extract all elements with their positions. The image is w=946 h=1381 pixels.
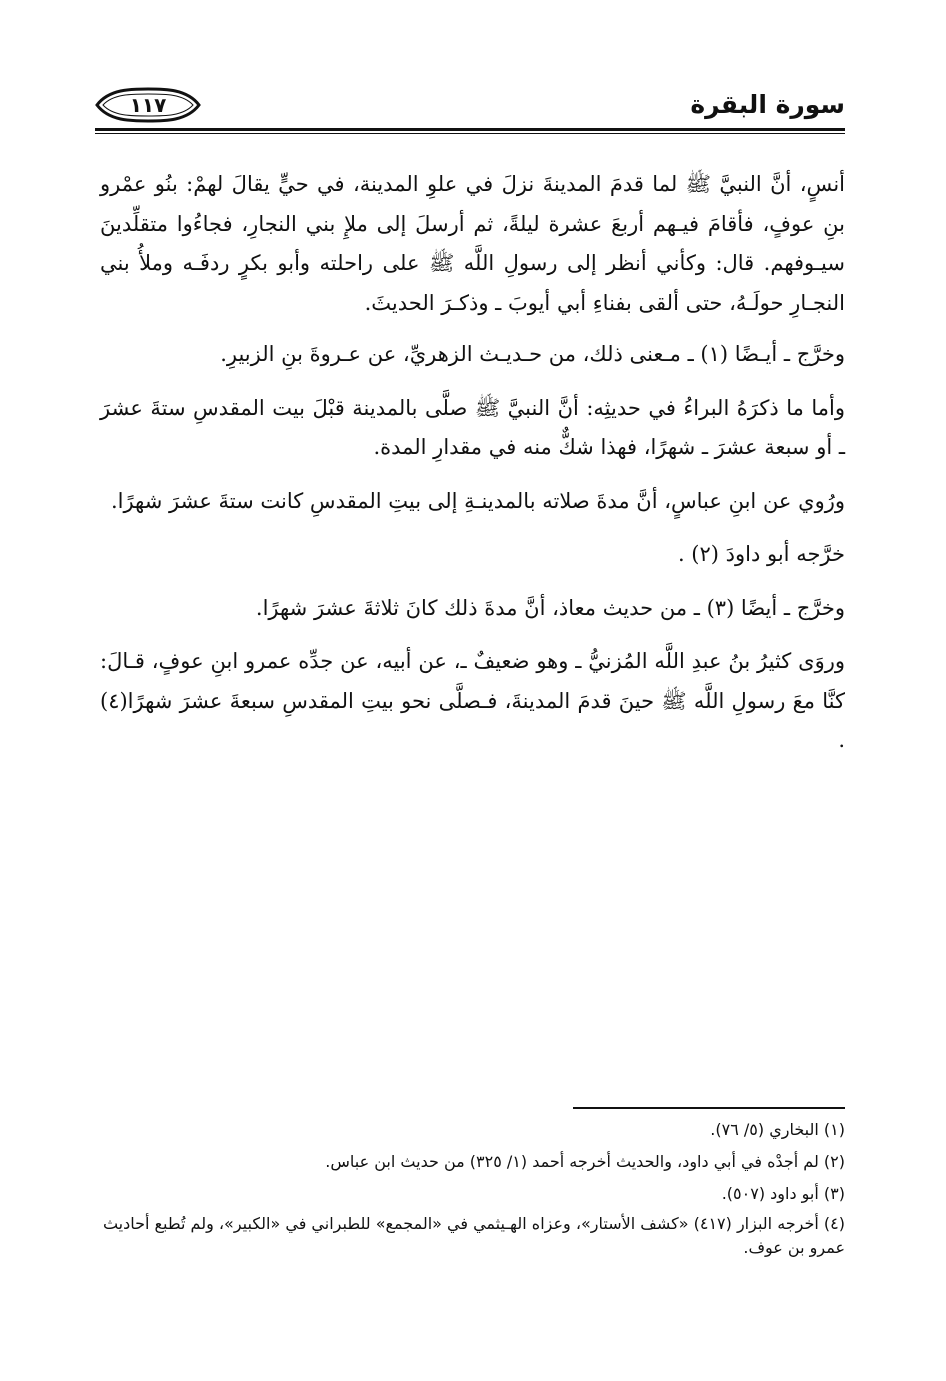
paragraph: وأما ما ذكرَهُ البراءُ في حديثِه: أنَّ النبيَّ ﷺ صلَّى بالمدينة قبْلَ بيت المقدسِ ستةَ عشرَ ـ أو سبعة عشرَ ـ شهرًا، فهذا شكٌّ منه في مقدارِ المدة. (100, 395, 845, 459)
footnote: (٢) لم أجدْه في أبي داود، والحديث أخرجه أحمد (١/ ٣٢٥) من حديث ابن عباس. (325, 1152, 845, 1171)
surah-title: سورة البقرة (690, 90, 845, 119)
header-rule-thin (95, 133, 845, 134)
paragraph: وخرَّج ـ أيضًا (٣) ـ من حديث معاذ، أنَّ مدةَ ذلك كانَ ثلاثةَ عشرَ شهرًا. (255, 595, 845, 620)
footnote: (١) البخاري (٥/ ٧٦). (710, 1120, 845, 1139)
main-text (100, 165, 845, 775)
paragraph: خرَّجه أبو داودَ (٢) . (677, 542, 845, 566)
paragraph: ورُوي عن ابنِ عباسٍ، أنَّ مدةَ صلاته بالمدينـةِ إلى بيتِ المقدسِ كانت ستةَ عشرَ شهرًا. (110, 488, 845, 513)
page-number-badge (95, 86, 201, 124)
footnotes (100, 1116, 845, 1265)
footnote: (٤) أخرجه البزار (٤١٧) «كشف الأستار»، وعزاه الهـيثمي في «المجمع» للطبراني في «الكبير»، ولم تُطبع أحاديث عمرو بن عوف. (102, 1214, 845, 1257)
footnote-separator (573, 1107, 845, 1109)
page-number: ١١٧ (129, 93, 167, 117)
page-header (95, 80, 845, 140)
paragraph: وخرَّج ـ أيـضًا (١) ـ مـعنى ذلك، من حـديـث الزهريِّ، عن عـروةَ بنِ الزبيرِ. (220, 342, 845, 366)
footnote: (٣) أبو داود (٥٠٧). (721, 1184, 845, 1203)
paragraph: وروَى كثيرُ بنُ عبدِ اللَّه المُزنيُّ ـ وهو ضعيفٌ ـ، عن أبيه، عن جدِّه عمرو ابنِ عوفٍ، قـالَ: كنَّا معَ رسولِ اللَّه ﷺ حينَ قدمَ المدينةَ، فـصلَّى نحو بيتِ المقدسِ سبعةَ عشرَ شهرًا(٤) . (100, 649, 845, 752)
paragraph: أنسٍ، أنَّ النبيَّ ﷺ لما قدمَ المدينةَ نزلَ في علوِ المدينة، في حيٍّ يقالَ لهمْ: بنُو عمْرو بنِ عوفٍ، فأقامَ فيـهم أربعَ عشرة ليلةً، ثم أرسلَ إلى ملإِ بني النجارِ، فجاءُوا متقلِّدينَ سيـوفهم. قال: وكأني أنظر إلى رسولِ اللَّه ﷺ على راحلته وأبو بكرٍ ردفَـه وملأُ بني النجـارِ حولَـهُ، حتى ألقى بفناءِ أبي أيوبَ ـ وذكـرَ الحديثَ. (100, 172, 846, 315)
header-rule (95, 128, 845, 131)
